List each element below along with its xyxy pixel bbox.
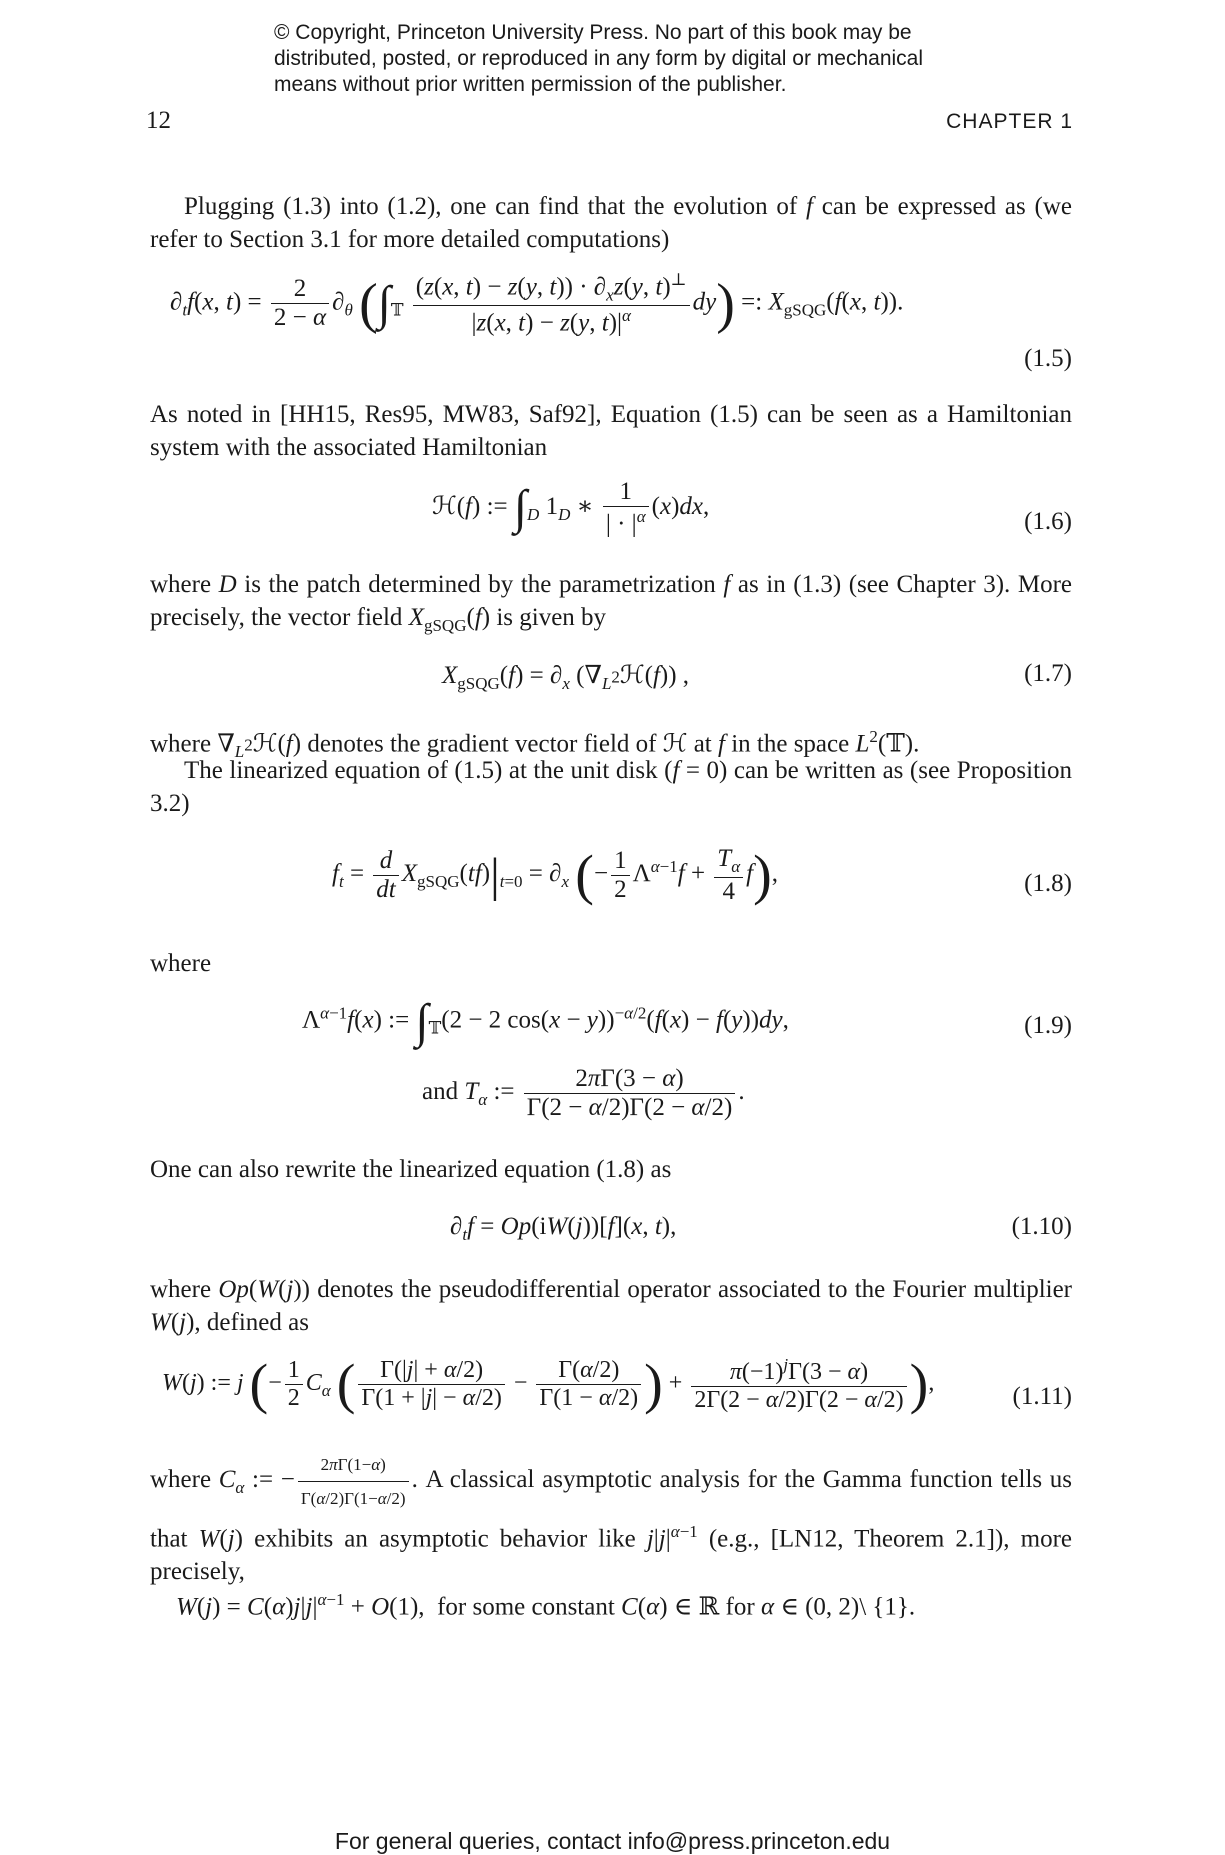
equation-1-11: W(j) := j (− $\frac{1}{2}$ $C_\alpha$ ( $\frac{\Gamma(|j| + \alpha/2)}{\Gamma(1 + |j| - \alpha/2)}$ − $\frac{\Gamma(\alpha/2)}{\Gamma(1 - \alpha/2)}$ ) + $\frac{\pi(-1)^j\Gamma(3 - \alpha)}{2\Gamma(2 - \alpha/2)\Gamma(2 - \alpha/2)}$ ), [162,1353,935,1416]
equation-1-6: ℋ(f) := $\int_D$ $1_D$ ∗ $\frac{1}{| \cdot |^\alpha}$ (x)dx, [432,478,710,538]
equation-1-5: $\partial_tf(x$, t) = $\frac{2}{2 - \alpha}$ $\partial_\theta$ ($\int_𝕋$ $\frac{(z(x, t) - z(y, t)) \cdot \partial_xz(y, t)^\perp}{|z(x, t) - z(y, t)|^\alpha}$ dy) =: $X_{gSQG}(f(x$, t)). [170,270,904,337]
equation-1-10: $\partial_tf = Op(iW(j))[f](x$, t), [450,1213,677,1244]
paragraph-7: One can also rewrite the linearized equation (1.8) as [150,1156,672,1183]
copyright-notice [274,20,1034,98]
final-equation-text: for some constant [437,1593,615,1621]
equation-number-1-7: (1.7) [1024,660,1072,687]
equation-number-1-11: (1.11) [1012,1383,1072,1410]
paragraph-8: where Op(W(j)) denotes the pseudodifferential operator associated to the Fourier multiplier W(j), defined as [150,1276,1073,1336]
equation-number-1-9: (1.9) [1024,1012,1072,1039]
paragraph-5: The linearized equation of (1.5) at the unit disk (f = 0) can be written as (see Proposition 3.2) [150,757,1072,817]
page-number: 12 [146,107,171,134]
paragraph-6: where [150,950,212,977]
copyright-line-2: distributed, posted, or reproduced in any form by digital or mechanical [274,47,924,70]
running-head: CHAPTER 1 [946,110,1073,133]
equation-1-9: $\Lambda^{\alpha-1}f(x)$ := $\int_𝕋(2 - 2$ cos(x − y))$^{-\alpha/2}$(f(x) − f(y))dy, [302,995,789,1048]
paragraph-9: where $C_\alpha$ := − $\frac{2\pi\Gamma(1-\alpha)}{\Gamma(\alpha/2)\Gamma(1-\alpha/2)}$ . A classical asymptotic analysis for the Gamma function tells us that W(j) exhibits an asymptotic behavior like $j|j|^{\alpha-1}$ (e.g., [LN12, Theorem 2.1]), more precisely, [150,1448,1072,1588]
footer-contact: For general queries, contact info@press.princeton.edu [334,1828,891,1854]
equation-1-9-and: and [422,1078,459,1106]
equation-1-9-t-alpha: and $T_\alpha$ := $\frac{2\pi\Gamma(3 - \alpha)}{\Gamma(2 - \alpha/2)\Gamma(2 - \alpha/2)}$ . [422,1065,745,1121]
equation-number-1-10: (1.10) [1011,1213,1072,1240]
copyright-line-3: means without prior written permission of the publisher. [274,73,787,96]
equation-number-1-8: (1.8) [1024,870,1072,897]
equation-number-1-6: (1.6) [1024,508,1072,535]
paragraph-1: Plugging (1.3) into (1.2), one can find that the evolution of f can be expressed as (we refer to Section 3.1 for more detailed computations) [150,193,1072,253]
equation-asymptotic: $W(j) = C(\alpha)j|j|^{\alpha-1} + O(1)$, for some constant C(α) ∈ ℝ for α ∈ (0, 2)\ {1}. [176,1590,916,1621]
equation-1-8: $f_t$ = $\frac{d}{dt}$ $X_{gSQG}(tf)|_{t=0} = \partial_x$ (− $\frac{1}{2}$ $\Lambda^{\alpha-1}f$ + $\frac{T_\alpha}{4}$ f), [332,844,778,907]
paragraph-3: where D is the patch determined by the parametrization f as in (1.3) (see Chapter 3). More precisely, the vector field $X_{gSQG}(f)$ is given by [150,571,1072,635]
paragraph-2: As noted in [HH15, Res95, MW83, Saf92], Equation (1.5) can be seen as a Hamiltonian system with the associated Hamiltonian [150,401,1072,461]
equation-1-7: $X_{gSQG}(f) = \partial_x$ $(\nabla_{L^2}ℋ(f))$ , [442,662,690,693]
paragraph-4: where $\nabla_{L^2}ℋ(f)$ denotes the gradient vector field of ℋ at f in the space $L^2(𝕋)$. [150,727,920,762]
equation-number-1-5: (1.5) [1024,345,1072,372]
copyright-line-1: © Copyright, Princeton University Press. No part of this book may be [274,21,912,44]
